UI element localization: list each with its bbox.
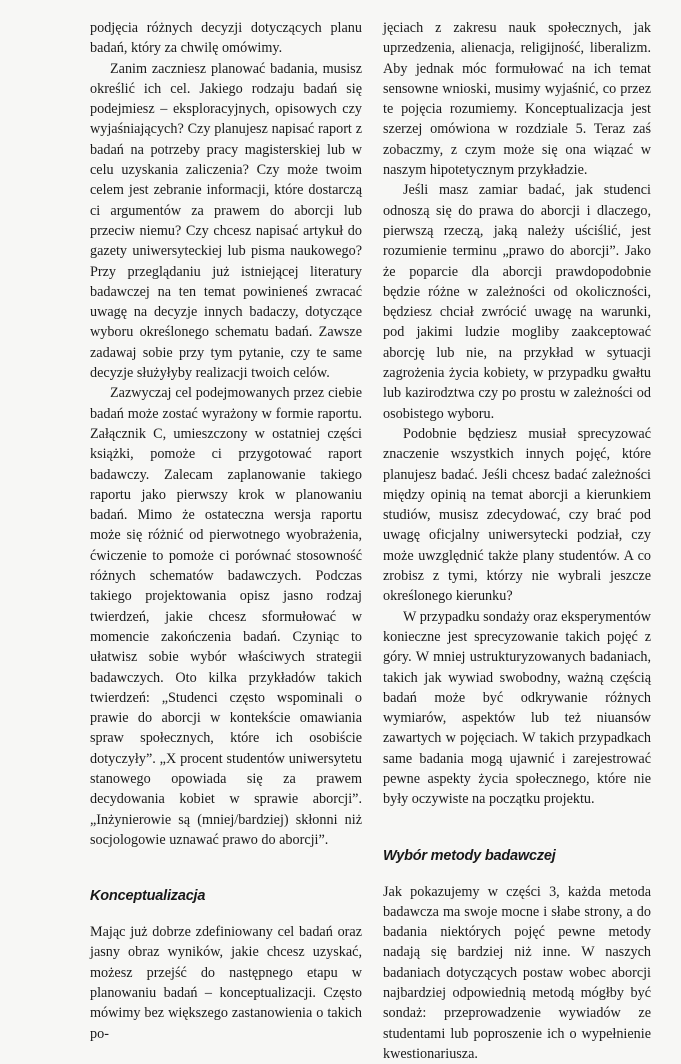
paragraph: podjęcia różnych decyzji dotyczących planu badań, który za chwilę omówimy. xyxy=(90,20,362,57)
paragraph: Jeśli masz zamiar badać, jak studenci odnoszą się do prawa do aborcji i dlaczego, pierwszą rzeczą, jaką należy uściślić, jest rozumienie terminu „prawo do aborcji”. Jako że poparcie dla aborcji prawdopodobnie będzie różne w zależności od okoliczności, będziesz chciał zwrócić uwagę na warunki, pod jakimi ludzie mogliby zaakceptować aborcję lub nie, na przykład w sytuacji zagrożenia życia kobiety, w przypadku gwałtu lub kazirodztwa czy po prostu w zależności od osobistego wyboru. xyxy=(383,182,651,422)
paragraph: W przypadku sondaży oraz eksperymentów konieczne jest sprecyzowanie takich pojęć z góry. W mniej ustrukturyzowanych badaniach, takich jak wywiad swobodny, ważną częścią badań może być odkrywanie różnych wymiarów, aspektów lub też niuansów zawartych w pojęciach. W takich przypadkach same badania mogą ujawnić i zarejestrować pewne aspekty życia społecznego, które nie były oczywiste na początku projektu. xyxy=(383,608,651,808)
section-heading-wybor-metody: Wybór metody badawczej xyxy=(383,847,556,864)
paragraph: jęciach z zakresu nauk społecznych, jak uprzedzenia, alienacja, religijność, liberalizm. Aby jednak móc formułować na ich temat sensowne wnioski, musimy wyjaśnić, co przez te pojęcia rozumiemy. Konceptualizacja jest szerzej omówiona w rozdziale 5. Teraz zaś zobaczmy, z czym może się ona wiązać w naszym hipotetycznym przykładzie. xyxy=(383,20,651,179)
paragraph: Zanim zaczniesz planować badania, musisz określić ich cel. Jakiego rodzaju badań się podejmiesz – eksploracyjnych, opisowych czy wyjaśniających? Czy planujesz napisać raport z badań na potrzeby pracy magisterskiej lub w celu uzyskania zaliczenia? Czy może twoim celem jest zebranie informacji, które dostarczą ci argumentów za prawem do aborcji lub przeciw niemu? Czy chcesz napisać artykuł do gazety uniwersyteckiej lub pisma naukowego? Przy przeglądaniu już istniejącej literatury badawczej na ten temat powinieneś zwracać uwagę na decyzje innych badaczy, dotyczące wyboru określonego schematu badań. Zawsze zadawaj sobie przy tym pytanie, czy te same decyzje służyłyby realizacji twoich celów. xyxy=(90,60,362,382)
paragraph: Zazwyczaj cel podejmowanych przez ciebie badań może zostać wyrażony w formie raportu. Załącznik C, umieszczony w ostatniej części książki, pomoże ci przygotować raport badawczy. Zalecam zaplanowanie takiego raportu jako pierwszy krok w planowaniu badań. Mimo że ostateczna wersja raportu może się różnić od pierwotnego wyobrażenia, ćwiczenie to pomoże ci porównać stosowność różnych schematów badawczych. Podczas takiego projektowania opisz jasno rodzaj twierdzeń, jakie chcesz sformułować w momencie zakończenia badań. Czyniąc to ułatwisz sobie wybór właściwych strategii badawczych. Oto kilka przykładów takich twierdzeń: „Studenci często wspominali o prawie do aborcji w kontekście omawiania spraw społecznych, które ich osobiście dotyczyły”. „X procent studentów uniwersytetu stanowego opowiada się za prawem decydowania kobiet w sprawie aborcji”. „Inżynierowie są (mniej/bardziej) skłonni niż socjologowie uznawać prawo do aborcji”. xyxy=(90,385,362,848)
paragraph: Jak pokazujemy w części 3, każda metoda badawcza ma swoje mocne i słabe strony, a do badania niektórych pojęć pewne metody nadają się bardziej niż inne. W naszych badaniach dotyczących postaw wobec aborcji najbardziej odpowiednią metodą mógłby być sondaż: przeprowadzenie wywiadów ze studentami lub poproszenie ich o wypełnienie kwestionariusza. xyxy=(383,883,651,1062)
paragraph: Podobnie będziesz musiał sprecyzować znaczenie wszystkich innych pojęć, które planujesz badać. Jeśli chcesz badać zależności między opinią na temat aborcji a kierunkiem studiów, musisz zdecydować, czy brać pod uwagę oficjalny uniwersytecki podział, czy może uwzględnić także plany studentów. A co zrobisz z tymi, którzy nie wybrali jeszcze określonego kierunku? xyxy=(383,425,651,605)
paragraph: Mając już dobrze zdefiniowany cel badań oraz jasny obraz wyników, jakie chcesz uzyskać, możesz przejść do następnego etapu w planowaniu badań – konceptualizacji. Często mówimy bez większego zastanowienia o takich po- xyxy=(90,924,362,1042)
section-heading-konceptualizacja: Konceptualizacja xyxy=(90,888,206,905)
right-column xyxy=(383,18,651,1064)
left-column xyxy=(90,18,362,1044)
